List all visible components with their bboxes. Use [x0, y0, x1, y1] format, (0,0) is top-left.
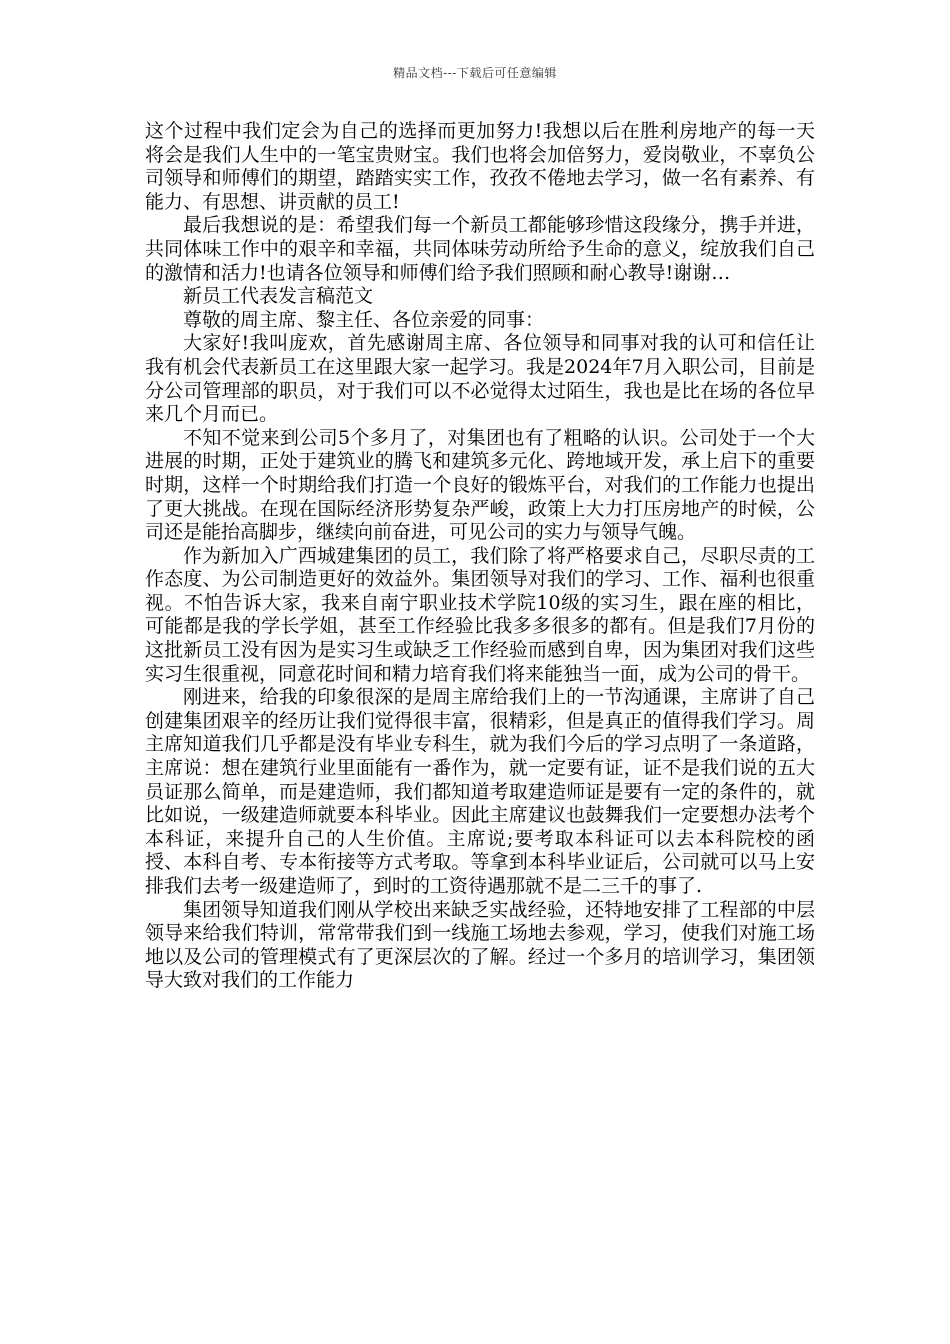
paragraph-continuation: 这个过程中我们定会为自己的选择而更加努力!我想以后在胜利房地产的每一天将会是我们人生中的一笔宝贵财宝。我们也将会加倍努力，爱岗敬业，不辜负公司领导和师傅们的期望，踏踏实实工作，孜孜不倦地去学习，做一名有素养、有能力、有思想、讲贡献的员工!	[145, 120, 815, 213]
paragraph-new-employee: 作为新加入广西城建集团的员工，我们除了将严格要求自己，尽职尽责的工作态度、为公司制造更好的效益外。集团领导对我们的学习、工作、福利也很重视。不怕告诉大家，我来自南宁职业技术学院10级的实习生，跟在座的相比，可能都是我的学长学姐，甚至工作经验比我多多很多的都有。但是我们7月份的这批新员工没有因为是实习生或缺乏工作经验而感到自卑，因为集团对我们这些实习生很重视，同意花时间和精力培育我们将来能独当一面，成为公司的骨干。	[145, 544, 815, 685]
paragraph-chairman: 刚进来，给我的印象很深的是周主席给我们上的一节沟通课，主席讲了自己创建集团艰辛的经历让我们觉得很丰富，很精彩，但是真正的值得我们学习。周主席知道我们几乎都是没有毕业专科生，就为我们今后的学习点明了一条道路，主席说：想在建筑行业里面能有一番作为，就一定要有证，证不是我们说的五大员证那么简单，而是建造师，我们都知道考取建造师证是要有一定的条件的，就比如说，一级建造师就要本科毕业。因此主席建议也鼓舞我们一定要想办法考个本科证，来提升自己的人生价值。主席说;要考取本科证可以去本科院校的函授、本科自考、专本衔接等方式考取。等拿到本科毕业证后，公司就可以马上安排我们去考一级建造师了，到时的工资待遇那就不是二三千的事了.	[145, 686, 815, 897]
paragraph-greeting: 大家好!我叫庞欢，首先感谢周主席、各位领导和同事对我的认可和信任让我有机会代表新员工在这里跟大家一起学习。我是2024年7月入职公司，目前是分公司管理部的职员，对于我们可以不必觉得太过陌生，我也是比在场的各位早来几个月而已。	[145, 332, 815, 426]
paragraph-training: 集团领导知道我们刚从学校出来缺乏实战经验，还特地安排了工程部的中层领导来给我们特训，常常带我们到一线施工场地去参观，学习，使我们对施工场地以及公司的管理模式有了更深层次的了解。经过一个多月的培训学习，集团领导大致对我们的工作能力	[145, 898, 815, 992]
document-body	[145, 120, 815, 993]
section-title: 新员工代表发言稿范文	[183, 285, 374, 308]
paragraph-company: 不知不觉来到公司5个多月了，对集团也有了粗略的认识。公司处于一个大进展的时期，正处于建筑业的腾飞和建筑多元化、跨地域开发，承上启下的重要时期，这样一个时期给我们打造一个良好的锻炼平台，对我们的工作能力也提出了更大挑战。在现在国际经济形势复杂严峻，政策上大力打压房地产的时候，公司还是能抬高脚步，继续向前奋进，可见公司的实力与领导气魄。	[145, 426, 815, 544]
salutation: 尊敬的周主席、黎主任、各位亲爱的同事：	[183, 308, 545, 331]
page-header: 精品文档---下载后可任意编辑	[393, 66, 557, 80]
paragraph-closing: 最后我想说的是：希望我们每一个新员工都能够珍惜这段缘分，携手并进，共同体味工作中的艰辛和幸福，共同体味劳动所给予生命的意义，绽放我们自己的激情和活力!也请各位领导和师傅们给予我们照顾和耐心教导!谢谢…	[145, 214, 815, 284]
